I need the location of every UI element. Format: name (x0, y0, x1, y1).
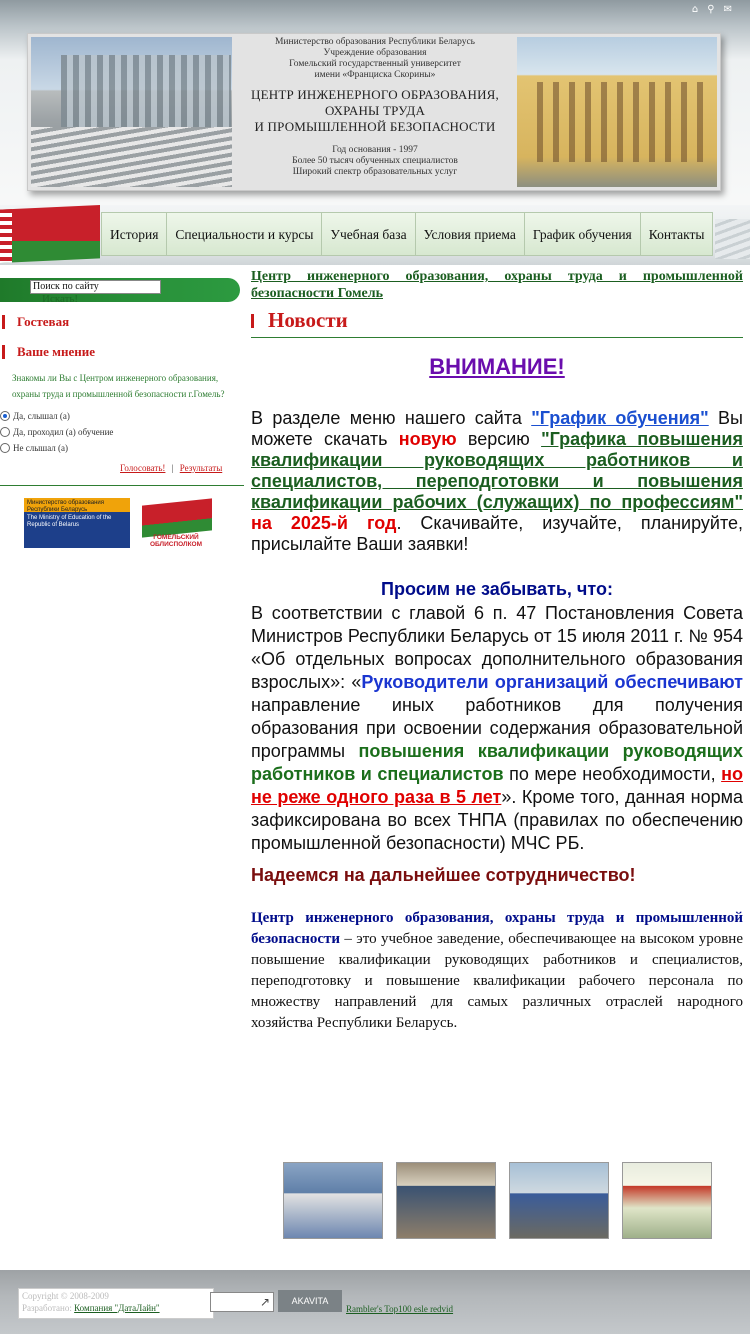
nav-item-specialties[interactable]: Специальности и курсы (166, 212, 321, 256)
header-banner (27, 33, 721, 191)
bullet-marker (2, 345, 5, 359)
site-footer (0, 1270, 750, 1334)
mail-icon[interactable]: ✉ (723, 4, 732, 15)
news-heading (251, 308, 743, 333)
developer-line (22, 1302, 210, 1314)
sidebar-divider (0, 485, 244, 486)
bullet-marker (251, 314, 254, 328)
schedule-link[interactable]: "График обучения" (531, 408, 709, 428)
nav-menu (101, 212, 713, 256)
radio[interactable] (0, 443, 10, 453)
search-button[interactable]: Искать! (42, 293, 79, 305)
opinion-link[interactable] (0, 344, 95, 360)
copyright-text: Copyright © 2008-2009 (22, 1291, 109, 1301)
text-segment: В соответствии с главой 6 п. 47 Постановления Совета Министров Республики Беларусь от 15 июля 2011 г. № 954 «Об отдельных вопросах дополнительного образования взрослых»: « (251, 603, 743, 692)
nav-item-training-base[interactable]: Учебная база (321, 212, 414, 256)
breadcrumb[interactable]: Центр инженерного образования, охраны труда и промышленной безопасности Гомель (251, 269, 743, 301)
gomel-logo-caption: ГОМЕЛЬСКИЙ ОБЛИСПОЛКОМ (149, 534, 203, 548)
search-panel (0, 278, 240, 302)
poll-option[interactable] (0, 427, 113, 437)
announcement-paragraph (251, 408, 743, 555)
nav-decoration (715, 219, 750, 259)
poll-option-label: Да, проходил (а) обучение (13, 427, 114, 437)
closing-heading: Надеемся на дальнейшее сотрудничество! (251, 865, 636, 885)
institution-text: Учреждение образования (323, 48, 427, 58)
rambler-top100-link[interactable]: Rambler's Top100 esle redvid (346, 1304, 454, 1314)
heads-highlight: Руководители организаций обеспечивают (361, 672, 743, 692)
text-segment: – это учебное заведение, обеспечивающее на высоком уровне повышение квалификации руководящих работников и специалистов, переподготовку и повышение квалификации рабочего персонала по множеству направлений для самых различных отраслей народного хозяйства Республики Беларусь. (251, 931, 743, 1031)
flag-icon (142, 498, 212, 537)
bullet-marker (2, 315, 5, 329)
gallery-photo-classroom[interactable] (283, 1162, 383, 1239)
frequency-highlight: но не реже одного раза в 5 лет (251, 764, 743, 807)
new-highlight: новую (398, 429, 457, 449)
ministry-text: Министерство образования Республики Беларусь (274, 37, 476, 47)
reminder-heading: Просим не забывать, что: (381, 579, 613, 599)
main-nav (0, 205, 750, 265)
text-segment: В разделе меню нашего сайта (251, 408, 532, 428)
text-segment: версию (456, 429, 542, 449)
results-link[interactable]: Результаты (179, 463, 223, 473)
center-name-line1: ЦЕНТР ИНЖЕНЕРНОГО ОБРАЗОВАНИЯ, (251, 87, 499, 102)
ministry-logo-bottom: The Ministry of Education of the Republic of Belarus (27, 515, 112, 528)
text-segment: Вы можете скачать (251, 408, 743, 449)
gomel-oblispolkom-logo[interactable] (132, 498, 220, 548)
trained-text: Более 50 тысяч обученных специалистов (292, 156, 458, 166)
named-after-text: имени «Франциска Скорины» (314, 70, 436, 80)
program-highlight: повышения квалификации руководящих работников и специалистов (251, 741, 743, 784)
developer-link[interactable]: Компания "ДатаЛайн" (74, 1303, 160, 1313)
radio-selected[interactable] (0, 411, 10, 421)
text-segment: по мере необходимости, (503, 764, 722, 784)
schedule-document-link[interactable]: "Графика повышения квалификации руководящих работников и специалистов, переподготовки и повышения квалификации рабочих (служащих) по профессиям" (251, 429, 743, 512)
poll-option-label: Не слышал (а) (13, 443, 69, 453)
nav-item-history[interactable]: История (101, 212, 166, 256)
home-icon[interactable]: ⌂ (691, 4, 699, 15)
regulation-paragraph (251, 602, 743, 855)
center-name-highlight: Центр инженерного образования, охраны труда и промышленной безопасности (251, 910, 743, 947)
nav-item-schedule[interactable]: График обучения (524, 212, 640, 256)
university-text: Гомельский государственный университет (289, 59, 461, 69)
radio[interactable] (0, 427, 10, 437)
search-icon[interactable]: ⚲ (707, 4, 715, 15)
ministry-logo-top: Министерство образования Республики Беларусь (24, 498, 130, 512)
center-name-line3: И ПРОМЫШЛЕННОЙ БЕЗОПАСНОСТИ (254, 119, 496, 134)
text-segment: . Скачивайте, изучайте, планируйте, присылайте Ваши заявки! (251, 513, 744, 554)
founded-text: Год основания - 1997 (332, 145, 418, 155)
poll-option[interactable] (0, 443, 68, 453)
copyright-box (18, 1288, 214, 1319)
nav-item-admission[interactable]: Условия приема (415, 212, 524, 256)
page-title: Новости (268, 308, 348, 332)
gallery-photo-certificate[interactable] (622, 1162, 712, 1239)
university-building-photo (31, 37, 232, 187)
year-highlight: на 2025-й год (251, 513, 397, 533)
gallery-photo-crane[interactable] (509, 1162, 609, 1239)
poll-separator: | (171, 463, 174, 473)
guestbook-link[interactable] (0, 314, 69, 330)
main-content (251, 268, 743, 1034)
site-header (0, 0, 750, 205)
services-text: Широкий спектр образовательных услуг (292, 167, 458, 177)
poll-actions (120, 463, 222, 473)
nav-item-contacts[interactable]: Контакты (640, 212, 714, 256)
poll-option[interactable] (0, 411, 70, 421)
vote-link[interactable]: Голосовать! (120, 463, 166, 473)
poll-question: Знакомы ли Вы с Центром инженерного образования, охраны труда и промышленной безопасности г.Гомель? (12, 373, 225, 399)
search-input[interactable]: Поиск по сайту (30, 280, 161, 294)
arrow-icon: ↗ (259, 1295, 270, 1309)
text-segment: направление иных работников для получения образования при освоении содержания образовательной программы (251, 695, 743, 761)
center-name (233, 87, 517, 135)
banner-text (233, 37, 517, 178)
ministry-logo[interactable] (24, 498, 130, 548)
visit-counter[interactable] (210, 1292, 274, 1312)
heading-divider (251, 337, 743, 338)
developer-label: Разработано: (22, 1303, 75, 1313)
about-paragraph (251, 908, 743, 1034)
guestbook-label: Гостевая (17, 314, 70, 329)
belarus-flag-graphic (0, 205, 100, 263)
center-name-line2: ОХРАНЫ ТРУДА (324, 103, 426, 118)
attention-heading: ВНИМАНИЕ! (429, 354, 565, 379)
text-segment: ». Кроме того, данная норма зафиксирована во всех ТНПА (правилах по обеспечению промышленной безопасности) МЧС РБ. (251, 787, 743, 853)
gallery-photo-lecture[interactable] (396, 1162, 496, 1239)
akavita-counter[interactable]: AKAVITA (278, 1290, 342, 1312)
top-icons (692, 5, 732, 15)
center-building-photo (517, 37, 717, 187)
opinion-label: Ваше мнение (17, 344, 96, 359)
poll-option-label: Да, слышал (а) (13, 411, 70, 421)
